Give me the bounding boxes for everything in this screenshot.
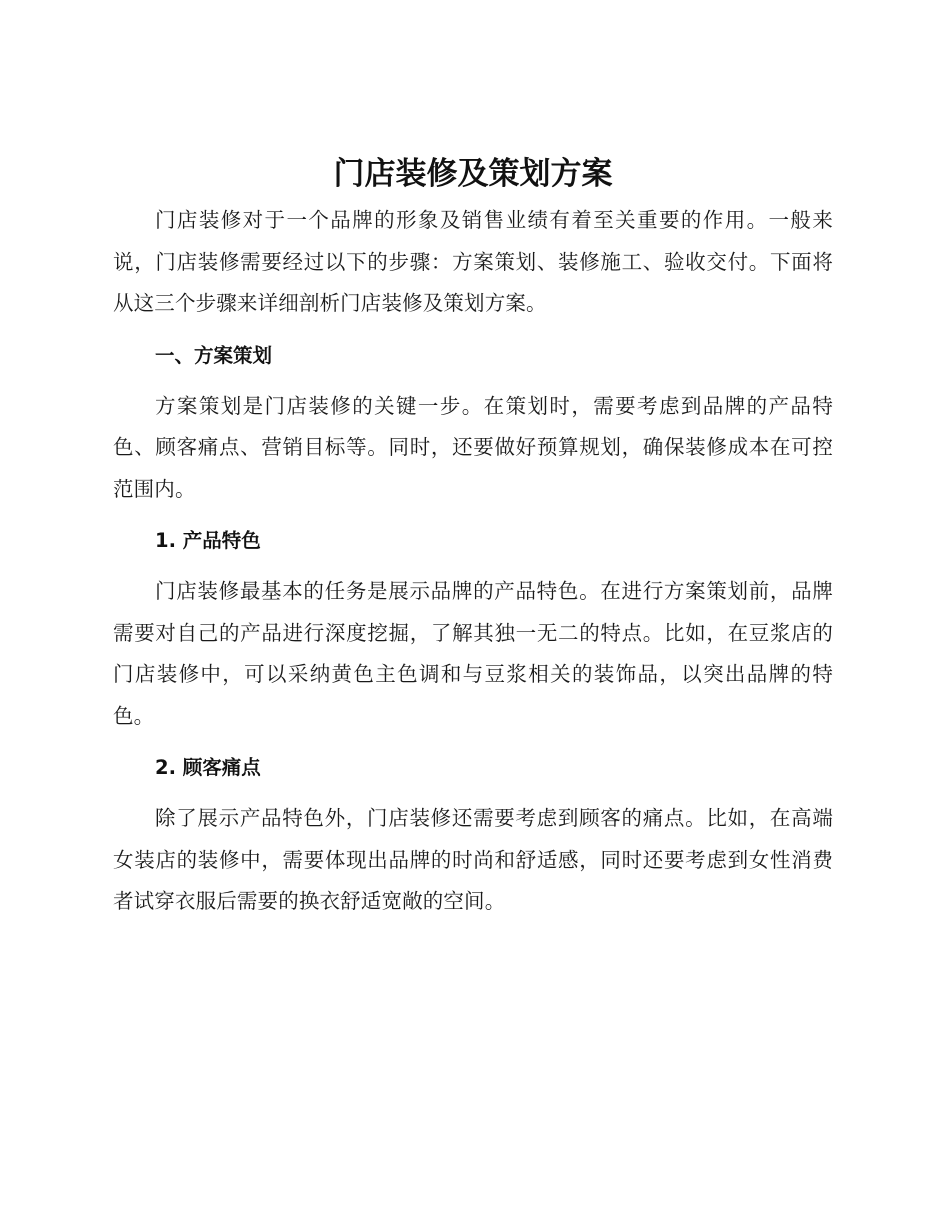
section-heading-customer-pain-points: 2. 顾客痛点 [155,756,261,779]
section-heading-plan: 一、方案策划 [155,343,273,367]
section-body-customer-pain-points: 除了展示产品特色外，门店装修还需要考虑到顾客的痛点。比如，在高端女装店的装修中，需要体现出品牌的时尚和舒适感，同时还要考虑到女性消费者试穿衣服后需要的换衣舒适宽敞的空间。 [113,806,833,913]
document-content [113,148,833,923]
intro-paragraph: 门店装修对于一个品牌的形象及销售业绩有着至关重要的作用。一般来说，门店装修需要经过以下的步骤：方案策划、装修施工、验收交付。下面将从这三个步骤来详细剖析门店装修及策划方案。 [113,208,833,315]
section-body-product-features: 门店装修最基本的任务是展示品牌的产品特色。在进行方案策划前，品牌需要对自己的产品进行深度挖掘，了解其独一无二的特点。比如，在豆浆店的门店装修中，可以采纳黄色主色调和与豆浆相关的装饰品，以突出品牌的特色。 [113,579,833,728]
section-heading-product-features: 1. 产品特色 [155,529,261,552]
section-body-plan: 方案策划是门店装修的关键一步。在策划时，需要考虑到品牌的产品特色、顾客痛点、营销目标等。同时，还要做好预算规划，确保装修成本在可控范围内。 [113,393,833,501]
document-title: 门店装修及策划方案 [333,156,613,192]
